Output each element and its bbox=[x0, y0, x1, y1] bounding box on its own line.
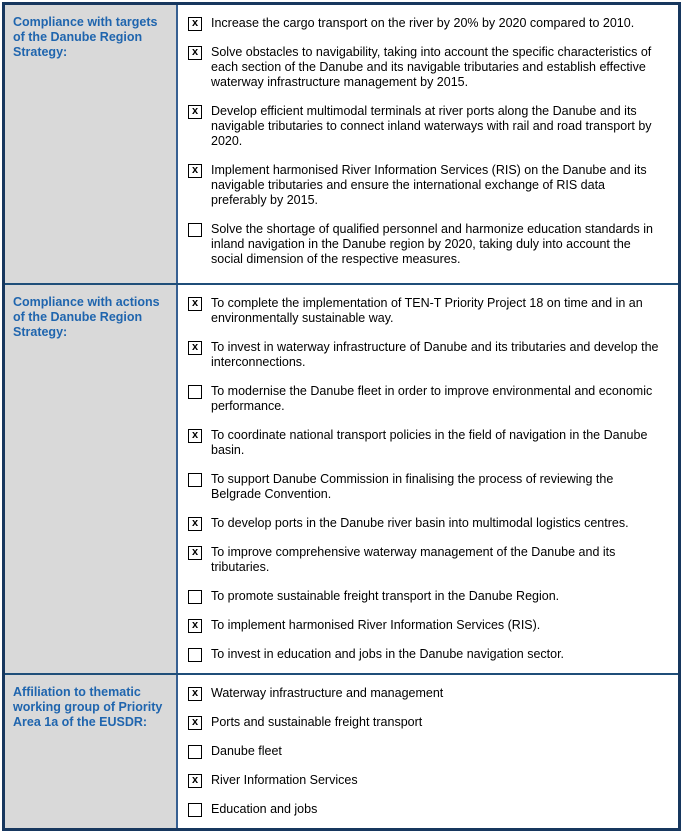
checklist-item bbox=[188, 16, 664, 31]
checklist-item-label: To promote sustainable freight transport in the Danube Region. bbox=[211, 589, 560, 603]
checklist-item bbox=[188, 715, 664, 730]
checklist-item-label: Education and jobs bbox=[211, 802, 318, 816]
checkbox-checked[interactable]: x bbox=[188, 164, 202, 178]
row-content bbox=[178, 675, 678, 828]
checkbox-checked[interactable]: x bbox=[188, 619, 202, 633]
checklist-item bbox=[188, 163, 664, 208]
checklist-item bbox=[188, 516, 664, 531]
checklist-item-label: To implement harmonised River Information Services (RIS). bbox=[211, 618, 541, 632]
checklist-item-label: To invest in waterway infrastructure of Danube and its tributaries and develop the interconnections. bbox=[211, 340, 659, 369]
checklist-item-label: To modernise the Danube fleet in order to improve environmental and economic performance. bbox=[211, 384, 653, 413]
checklist-item bbox=[188, 296, 664, 326]
checklist-item-label: To develop ports in the Danube river basin into multimodal logistics centres. bbox=[211, 516, 629, 530]
table-row bbox=[5, 673, 678, 828]
checkbox[interactable] bbox=[188, 648, 202, 662]
checklist-item bbox=[188, 340, 664, 370]
checklist-item-label: Implement harmonised River Information Services (RIS) on the Danube and its navigable tributaries and ensure the international exchange of RIS data preferably by 2015. bbox=[211, 163, 647, 207]
checklist-item-label: To invest in education and jobs in the Danube navigation sector. bbox=[211, 647, 565, 661]
checklist-item-label: Ports and sustainable freight transport bbox=[211, 715, 423, 729]
checklist-item-label: Develop efficient multimodal terminals at river ports along the Danube and its navigable tributaries to connect inland waterways with rail and road transport by 2020. bbox=[211, 104, 652, 148]
checklist-item bbox=[188, 744, 664, 759]
checkbox[interactable] bbox=[188, 223, 202, 237]
checkbox[interactable] bbox=[188, 745, 202, 759]
checklist-item-label: To complete the implementation of TEN-T Priority Project 18 on time and in an environmentally sustainable way. bbox=[211, 296, 643, 325]
checkbox-checked[interactable]: x bbox=[188, 17, 202, 31]
checklist-item bbox=[188, 589, 664, 604]
checkbox-checked[interactable]: x bbox=[188, 716, 202, 730]
checklist-item-label: Danube fleet bbox=[211, 744, 282, 758]
compliance-table bbox=[2, 2, 681, 831]
checkbox-checked[interactable]: x bbox=[188, 546, 202, 560]
checkbox-checked[interactable]: x bbox=[188, 297, 202, 311]
checkbox[interactable] bbox=[188, 590, 202, 604]
row-header-label: Compliance with targets of the Danube Region Strategy: bbox=[5, 5, 178, 283]
checklist-item-label: Increase the cargo transport on the river by 20% by 2020 compared to 2010. bbox=[211, 16, 635, 30]
checkbox-checked[interactable]: x bbox=[188, 774, 202, 788]
checklist-item bbox=[188, 773, 664, 788]
table-row bbox=[5, 283, 678, 673]
checkbox-checked[interactable]: x bbox=[188, 687, 202, 701]
checklist-item bbox=[188, 104, 664, 149]
checkbox-checked[interactable]: x bbox=[188, 429, 202, 443]
checklist-item bbox=[188, 647, 664, 662]
checklist-item-label: Solve the shortage of qualified personnel and harmonize education standards in inland navigation in the Danube region by 2020, taking duly into account the social dimension of the respective measures. bbox=[211, 222, 653, 266]
row-header-label: Affiliation to thematic working group of Priority Area 1a of the EUSDR: bbox=[5, 675, 178, 828]
checklist-item-label: To coordinate national transport policies in the field of navigation in the Danube basin. bbox=[211, 428, 648, 457]
checklist-item bbox=[188, 545, 664, 575]
checkbox-checked[interactable]: x bbox=[188, 341, 202, 355]
checklist-item-label: Solve obstacles to navigability, taking into account the specific characteristics of each section of the Danube and its navigable tributaries and establish effective waterway infrastructure management by 2015. bbox=[211, 45, 652, 89]
checklist-item bbox=[188, 384, 664, 414]
row-header-label: Compliance with actions of the Danube Region Strategy: bbox=[5, 285, 178, 673]
checkbox[interactable] bbox=[188, 473, 202, 487]
row-content bbox=[178, 285, 678, 673]
checkbox-checked[interactable]: x bbox=[188, 105, 202, 119]
checkbox[interactable] bbox=[188, 385, 202, 399]
checklist-item bbox=[188, 472, 664, 502]
checklist-item bbox=[188, 686, 664, 701]
checklist-item bbox=[188, 428, 664, 458]
checkbox-checked[interactable]: x bbox=[188, 517, 202, 531]
checklist-item-label: To support Danube Commission in finalising the process of reviewing the Belgrade Convention. bbox=[211, 472, 614, 501]
table-row bbox=[5, 5, 678, 283]
checklist-item-label: To improve comprehensive waterway management of the Danube and its tributaries. bbox=[211, 545, 616, 574]
checklist-item bbox=[188, 618, 664, 633]
checklist-item bbox=[188, 222, 664, 267]
checklist-item-label: Waterway infrastructure and management bbox=[211, 686, 444, 700]
checklist-item bbox=[188, 802, 664, 817]
checkbox[interactable] bbox=[188, 803, 202, 817]
checkbox-checked[interactable]: x bbox=[188, 46, 202, 60]
checklist-item-label: River Information Services bbox=[211, 773, 358, 787]
checklist-item bbox=[188, 45, 664, 90]
row-content bbox=[178, 5, 678, 283]
